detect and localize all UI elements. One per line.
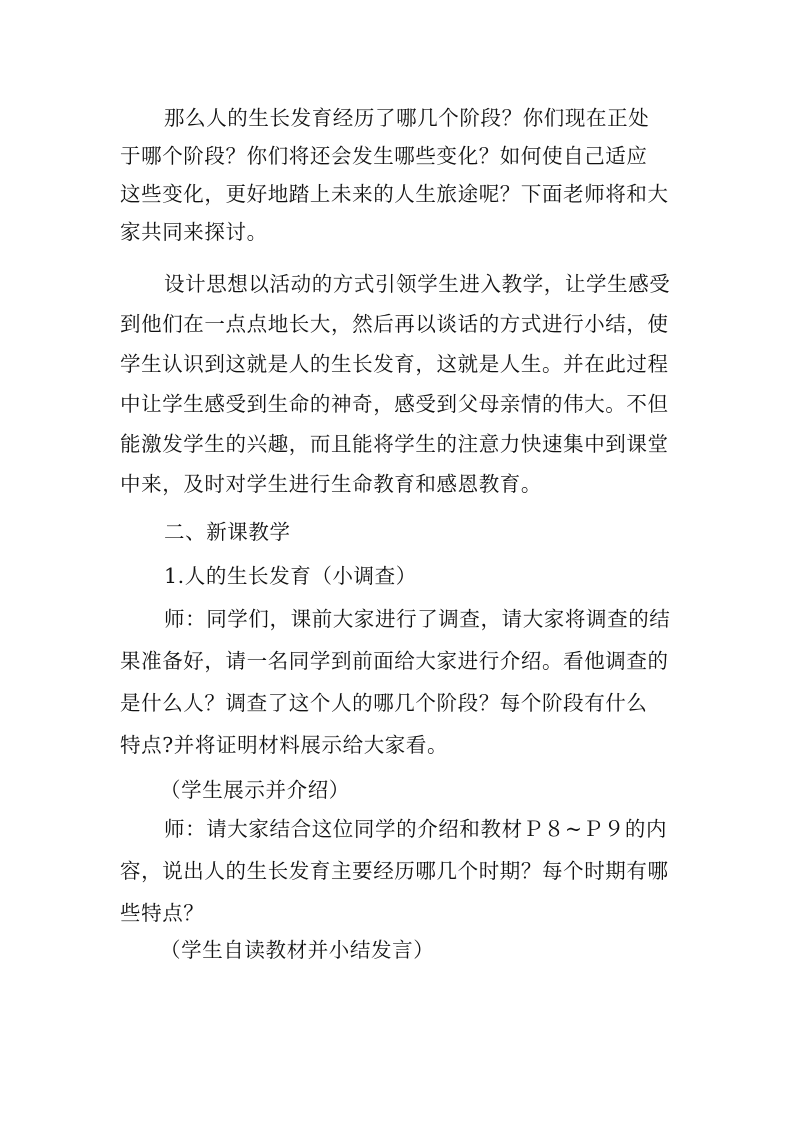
text-line: 那么人的生长发育经历了哪几个阶段？你们现在正处 — [164, 106, 650, 130]
text-line: 容，说出人的生长发育主要经历哪几个时期？每个时期有哪 — [120, 859, 669, 883]
text-line: 这些变化，更好地踏上未来的人生旅途呢？下面老师将和大 — [120, 182, 669, 206]
text-line: 能激发学生的兴趣，而且能将学生的注意力快速集中到课堂 — [120, 432, 669, 456]
text-line: 是什么人？调查了这个人的哪几个阶段？每个阶段有什么 — [120, 691, 648, 715]
text-line: 到他们在一点点地长大，然后再以谈话的方式进行小结，使 — [120, 312, 669, 336]
text-line: 果准备好，请一名同学到前面给大家进行介绍。看他调查的 — [120, 649, 669, 673]
heading-text: 二、新课教学 — [164, 520, 291, 544]
text-line: （学生展示并介绍） — [160, 778, 350, 802]
text-line: 中让学生感受到生命的神奇，感受到父母亲情的伟大。不但 — [120, 392, 669, 416]
text-line: 师：同学们，课前大家进行了调查，请大家将调查的结 — [164, 607, 671, 631]
text-line: 于哪个阶段？你们将还会发生哪些变化？如何使自己适应 — [120, 144, 648, 168]
text-line: 学生认识到这就是人的生长发育，这就是人生。并在此过程 — [120, 352, 669, 376]
text-line: 家共同来探讨。 — [120, 220, 268, 244]
text-line: 特点?并将证明材料展示给大家看。 — [120, 733, 449, 757]
text-line: 师：请大家结合这位同学的介绍和教材Ｐ８~Ｐ９的内 — [164, 817, 668, 841]
heading-text: 1.人的生长发育（小调查） — [164, 564, 417, 588]
text-line: 些特点？ — [120, 901, 205, 925]
text-line: 中来，及时对学生进行生命教育和感恩教育。 — [120, 472, 542, 496]
text-line: （学生自读教材并小结发言） — [160, 938, 435, 962]
text-line: 设计思想以活动的方式引领学生进入教学，让学生感受 — [164, 272, 671, 296]
